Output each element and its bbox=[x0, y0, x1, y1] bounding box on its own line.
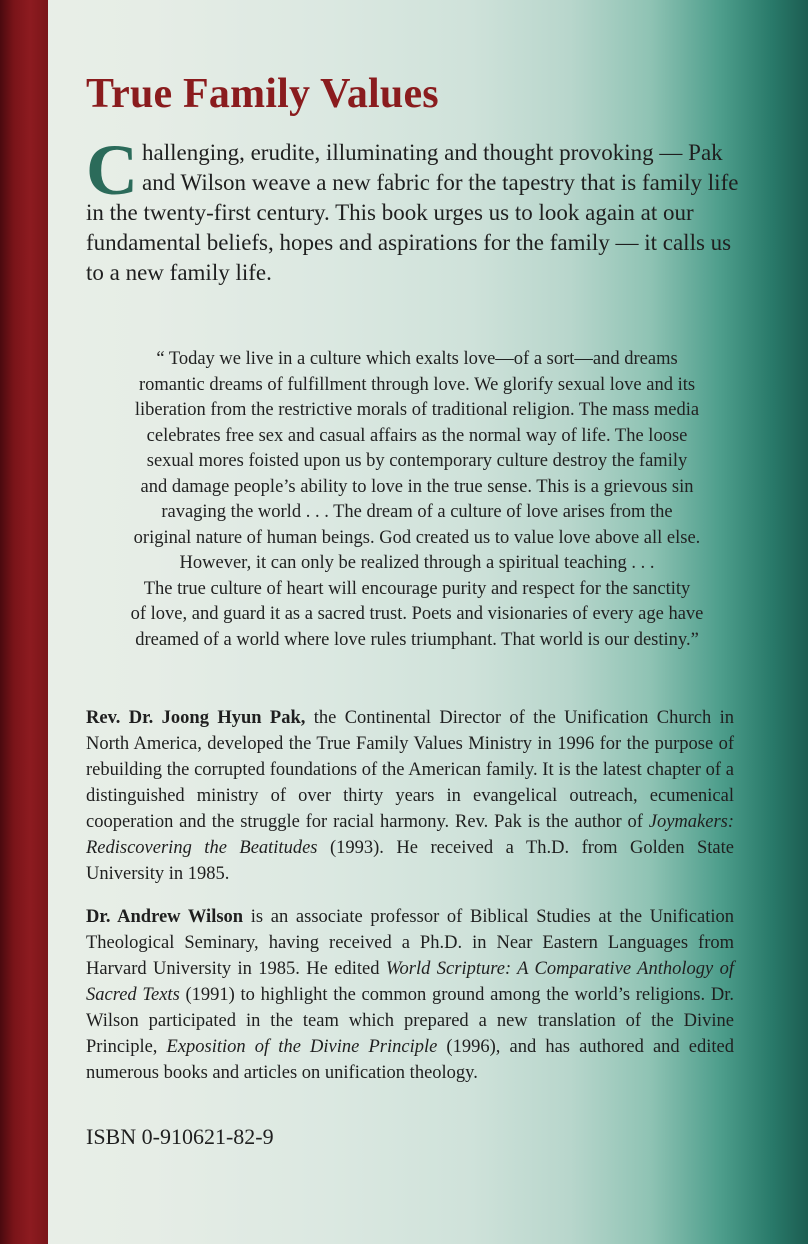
author-name: Rev. Dr. Joong Hyun Pak, bbox=[86, 708, 306, 728]
quote-line: celebrates free sex and casual affairs as the normal way of life. The loose bbox=[146, 425, 688, 446]
pull-quote bbox=[86, 347, 748, 653]
isbn-number: ISBN 0-910621-82-9 bbox=[86, 1124, 274, 1149]
bio-text: (1991) to highlight the common ground among the world’s religions. Dr. Wilson participated in the team which prepared a new translation of the Divine Principle, bbox=[86, 985, 734, 1057]
quote-line: romantic dreams of fulfillment through love. We glorify sexual love and its bbox=[138, 374, 696, 395]
quote-line: of love, and guard it as a sacred trust. Poets and visionaries of every age have bbox=[130, 604, 704, 624]
quote-line: dreamed of a world where love rules triumphant. That world is our destiny.” bbox=[135, 629, 699, 650]
quote-line: original nature of human beings. God created us to value love above all else. bbox=[133, 527, 701, 548]
author-bio-wilson bbox=[86, 904, 734, 1086]
quote-line: The true culture of heart will encourage purity and respect for the sanctity bbox=[143, 578, 691, 599]
quote-line: and damage people’s ability to love in the true sense. This is a grievous sin bbox=[140, 476, 694, 497]
quote-line: “ Today we live in a culture which exalts love—of a sort—and dreams bbox=[156, 349, 678, 369]
intro-text: hallenging, erudite, illuminating and thought provoking — Pak and Wilson weave a new fabric for the tapestry that is family life in the twenty-first century. This book urges us to look again at our fundamental beliefs, hopes and aspirations for the family — it calls us to a new family life. bbox=[86, 140, 739, 285]
quote-line: However, it can only be realized through a spiritual teaching . . . bbox=[179, 553, 655, 573]
bio-text: the Continental Director of the Unification Church in North America, developed the True Family Values Ministry in 1996 for the purpose of rebuilding the corrupted foundations of the American family. It is the latest chapter of a distinguished ministry of over thirty years in evangelical outreach, ecumenical cooperation and the struggle for racial harmony. Rev. Pak is the author of bbox=[86, 708, 734, 832]
author-name: Dr. Andrew Wilson bbox=[86, 907, 244, 927]
drop-cap: C bbox=[86, 130, 138, 210]
intro-blurb bbox=[86, 130, 742, 288]
quote-line: liberation from the restrictive morals of traditional religion. The mass media bbox=[134, 400, 700, 420]
bio-text: (1993). He received a Th.D. from Golden State University in 1985. bbox=[86, 838, 734, 884]
bio-text: is an associate professor of Biblical Studies at the Unification Theological Seminary, having received a Ph.D. in Near Eastern Languages from Harvard University in 1985. He edited bbox=[86, 907, 734, 979]
book-reference: Joymakers: Rediscovering the Beatitudes bbox=[86, 812, 734, 858]
book-title: True Family Values bbox=[86, 71, 439, 117]
book-reference: World Scripture: A Comparative Anthology of Sacred Texts bbox=[86, 959, 734, 1005]
quote-line: sexual mores foisted upon us by contemporary culture destroy the family bbox=[146, 451, 688, 471]
quote-line: ravaging the world . . . The dream of a culture of love arises from the bbox=[161, 502, 673, 522]
bio-text: (1996), and has authored and edited numerous books and articles on unification theology. bbox=[86, 1037, 734, 1083]
book-reference: Exposition of the Divine Principle bbox=[166, 1037, 438, 1057]
spine-edge bbox=[0, 0, 48, 1244]
author-bio-pak bbox=[86, 705, 734, 887]
